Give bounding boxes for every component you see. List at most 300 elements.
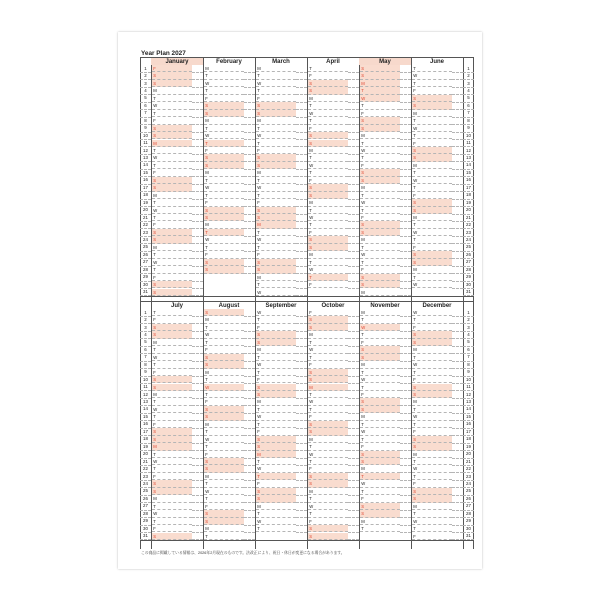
day-cell[interactable]	[152, 518, 192, 525]
day-cell[interactable]	[204, 147, 244, 154]
day-cell[interactable]	[152, 346, 192, 353]
day-cell[interactable]	[152, 184, 192, 191]
day-cell[interactable]	[204, 102, 244, 109]
day-cell[interactable]	[360, 465, 400, 472]
day-cell[interactable]	[308, 162, 348, 169]
day-cell[interactable]	[308, 117, 348, 124]
day-cell[interactable]	[256, 354, 296, 361]
day-cell[interactable]	[412, 236, 452, 243]
day-cell[interactable]	[204, 398, 244, 405]
day-cell[interactable]	[256, 518, 296, 525]
day-cell[interactable]	[360, 324, 400, 331]
day-cell[interactable]	[256, 346, 296, 353]
day-cell[interactable]	[152, 65, 192, 72]
day-cell[interactable]	[152, 274, 192, 281]
day-cell[interactable]	[308, 309, 348, 316]
day-cell[interactable]	[152, 510, 192, 517]
day-cell[interactable]	[412, 140, 452, 147]
day-cell[interactable]	[204, 110, 244, 117]
day-cell[interactable]	[204, 132, 244, 139]
day-cell[interactable]	[412, 316, 452, 323]
day-cell[interactable]	[256, 443, 296, 450]
day-cell[interactable]	[152, 354, 192, 361]
day-cell[interactable]	[256, 281, 296, 288]
day-cell[interactable]	[360, 488, 400, 495]
day-cell[interactable]	[308, 140, 348, 147]
day-cell[interactable]	[256, 458, 296, 465]
day-cell[interactable]	[412, 354, 452, 361]
day-cell[interactable]	[360, 140, 400, 147]
day-cell[interactable]	[256, 140, 296, 147]
day-cell[interactable]	[152, 331, 192, 338]
day-cell[interactable]	[360, 428, 400, 435]
day-cell[interactable]	[308, 495, 348, 502]
day-cell[interactable]	[152, 488, 192, 495]
day-cell[interactable]	[360, 376, 400, 383]
day-cell[interactable]	[204, 266, 244, 273]
day-cell[interactable]	[360, 162, 400, 169]
day-cell[interactable]	[256, 525, 296, 532]
day-cell[interactable]	[256, 132, 296, 139]
day-cell[interactable]	[256, 87, 296, 94]
day-cell[interactable]	[360, 214, 400, 221]
day-cell[interactable]	[152, 495, 192, 502]
day-cell[interactable]	[204, 413, 244, 420]
day-cell[interactable]	[152, 361, 192, 368]
day-cell[interactable]	[152, 281, 192, 288]
day-cell[interactable]	[204, 309, 244, 316]
day-cell[interactable]	[204, 221, 244, 228]
day-cell[interactable]	[204, 331, 244, 338]
day-cell[interactable]	[204, 376, 244, 383]
day-cell[interactable]	[360, 95, 400, 102]
day-cell[interactable]	[152, 80, 192, 87]
day-cell[interactable]	[152, 376, 192, 383]
day-cell[interactable]	[308, 221, 348, 228]
day-cell[interactable]	[308, 391, 348, 398]
day-cell[interactable]	[308, 413, 348, 420]
day-cell[interactable]	[308, 244, 348, 251]
day-cell[interactable]	[256, 162, 296, 169]
day-cell[interactable]	[256, 495, 296, 502]
day-cell[interactable]	[152, 384, 192, 391]
day-cell[interactable]	[256, 169, 296, 176]
day-cell[interactable]	[412, 346, 452, 353]
day-cell[interactable]	[412, 428, 452, 435]
day-cell[interactable]	[204, 354, 244, 361]
day-cell[interactable]	[412, 125, 452, 132]
day-cell[interactable]	[412, 413, 452, 420]
day-cell[interactable]	[204, 384, 244, 391]
day-cell[interactable]	[204, 421, 244, 428]
day-cell[interactable]	[152, 207, 192, 214]
day-cell[interactable]	[308, 259, 348, 266]
day-cell[interactable]	[412, 369, 452, 376]
day-cell[interactable]	[204, 65, 244, 72]
day-cell[interactable]	[152, 398, 192, 405]
day-cell[interactable]	[256, 324, 296, 331]
day-cell[interactable]	[360, 125, 400, 132]
day-cell[interactable]	[412, 192, 452, 199]
day-cell[interactable]	[360, 177, 400, 184]
day-cell[interactable]	[308, 192, 348, 199]
day-cell[interactable]	[412, 495, 452, 502]
day-cell[interactable]	[412, 154, 452, 161]
day-cell[interactable]	[308, 480, 348, 487]
day-cell[interactable]	[152, 154, 192, 161]
day-cell[interactable]	[412, 207, 452, 214]
day-cell[interactable]	[152, 221, 192, 228]
day-cell[interactable]	[204, 465, 244, 472]
day-cell[interactable]	[204, 510, 244, 517]
day-cell[interactable]	[152, 428, 192, 435]
day-cell[interactable]	[412, 177, 452, 184]
day-cell[interactable]	[360, 525, 400, 532]
day-cell[interactable]	[152, 162, 192, 169]
day-cell[interactable]	[256, 214, 296, 221]
day-cell[interactable]	[412, 518, 452, 525]
day-cell[interactable]	[256, 369, 296, 376]
day-cell[interactable]	[308, 184, 348, 191]
day-cell[interactable]	[152, 147, 192, 154]
day-cell[interactable]	[204, 251, 244, 258]
day-cell[interactable]	[412, 72, 452, 79]
day-cell[interactable]	[360, 518, 400, 525]
day-cell[interactable]	[360, 458, 400, 465]
day-cell[interactable]	[360, 184, 400, 191]
day-cell[interactable]	[360, 473, 400, 480]
day-cell[interactable]	[308, 488, 348, 495]
day-cell[interactable]	[256, 177, 296, 184]
day-cell[interactable]	[152, 102, 192, 109]
day-cell[interactable]	[412, 406, 452, 413]
day-cell[interactable]	[152, 369, 192, 376]
day-cell[interactable]	[204, 177, 244, 184]
day-cell[interactable]	[308, 236, 348, 243]
day-cell[interactable]	[152, 525, 192, 532]
day-cell[interactable]	[308, 177, 348, 184]
day-cell[interactable]	[412, 147, 452, 154]
day-cell[interactable]	[256, 154, 296, 161]
day-cell[interactable]	[256, 331, 296, 338]
day-cell[interactable]	[256, 199, 296, 206]
day-cell[interactable]	[412, 465, 452, 472]
day-cell[interactable]	[360, 192, 400, 199]
day-cell[interactable]	[256, 221, 296, 228]
day-cell[interactable]	[204, 214, 244, 221]
day-cell[interactable]	[204, 87, 244, 94]
day-cell[interactable]	[412, 221, 452, 228]
day-cell[interactable]	[412, 361, 452, 368]
day-cell[interactable]	[152, 473, 192, 480]
day-cell[interactable]	[360, 132, 400, 139]
day-cell[interactable]	[308, 518, 348, 525]
day-cell[interactable]	[152, 251, 192, 258]
day-cell[interactable]	[412, 488, 452, 495]
day-cell[interactable]	[308, 169, 348, 176]
day-cell[interactable]	[204, 369, 244, 376]
day-cell[interactable]	[152, 436, 192, 443]
day-cell[interactable]	[152, 465, 192, 472]
day-cell[interactable]	[204, 244, 244, 251]
day-cell[interactable]	[308, 110, 348, 117]
day-cell[interactable]	[308, 376, 348, 383]
day-cell[interactable]	[204, 406, 244, 413]
day-cell[interactable]	[308, 525, 348, 532]
day-cell[interactable]	[256, 72, 296, 79]
day-cell[interactable]	[256, 259, 296, 266]
day-cell[interactable]	[308, 132, 348, 139]
day-cell[interactable]	[256, 384, 296, 391]
day-cell[interactable]	[204, 324, 244, 331]
day-cell[interactable]	[256, 436, 296, 443]
day-cell[interactable]	[360, 391, 400, 398]
day-cell[interactable]	[412, 102, 452, 109]
day-cell[interactable]	[360, 102, 400, 109]
day-cell[interactable]	[412, 169, 452, 176]
day-cell[interactable]	[152, 458, 192, 465]
day-cell[interactable]	[412, 473, 452, 480]
day-cell[interactable]	[308, 428, 348, 435]
day-cell[interactable]	[152, 132, 192, 139]
day-cell[interactable]	[256, 125, 296, 132]
day-cell[interactable]	[204, 72, 244, 79]
day-cell[interactable]	[360, 369, 400, 376]
day-cell[interactable]	[256, 309, 296, 316]
day-cell[interactable]	[360, 259, 400, 266]
day-cell[interactable]	[204, 80, 244, 87]
day-cell[interactable]	[308, 510, 348, 517]
day-cell[interactable]	[256, 289, 296, 296]
day-cell[interactable]	[308, 72, 348, 79]
day-cell[interactable]	[256, 236, 296, 243]
day-cell[interactable]	[256, 480, 296, 487]
day-cell[interactable]	[152, 72, 192, 79]
day-cell[interactable]	[308, 199, 348, 206]
day-cell[interactable]	[204, 207, 244, 214]
day-cell[interactable]	[152, 480, 192, 487]
day-cell[interactable]	[152, 406, 192, 413]
day-cell[interactable]	[412, 503, 452, 510]
day-cell[interactable]	[412, 398, 452, 405]
day-cell[interactable]	[256, 80, 296, 87]
day-cell[interactable]	[308, 384, 348, 391]
day-cell[interactable]	[360, 80, 400, 87]
day-cell[interactable]	[152, 214, 192, 221]
day-cell[interactable]	[308, 369, 348, 376]
day-cell[interactable]	[256, 244, 296, 251]
day-cell[interactable]	[360, 289, 400, 296]
day-cell[interactable]	[308, 95, 348, 102]
day-cell[interactable]	[204, 473, 244, 480]
day-cell[interactable]	[360, 266, 400, 273]
day-cell[interactable]	[360, 281, 400, 288]
day-cell[interactable]	[412, 443, 452, 450]
day-cell[interactable]	[308, 316, 348, 323]
day-cell[interactable]	[360, 251, 400, 258]
day-cell[interactable]	[256, 421, 296, 428]
day-cell[interactable]	[256, 503, 296, 510]
day-cell[interactable]	[256, 229, 296, 236]
day-cell[interactable]	[152, 236, 192, 243]
day-cell[interactable]	[412, 259, 452, 266]
day-cell[interactable]	[308, 207, 348, 214]
day-cell[interactable]	[360, 244, 400, 251]
day-cell[interactable]	[204, 229, 244, 236]
day-cell[interactable]	[308, 406, 348, 413]
day-cell[interactable]	[256, 95, 296, 102]
day-cell[interactable]	[412, 510, 452, 517]
day-cell[interactable]	[412, 199, 452, 206]
day-cell[interactable]	[360, 229, 400, 236]
day-cell[interactable]	[412, 274, 452, 281]
day-cell[interactable]	[412, 391, 452, 398]
day-cell[interactable]	[308, 361, 348, 368]
day-cell[interactable]	[256, 398, 296, 405]
day-cell[interactable]	[360, 503, 400, 510]
day-cell[interactable]	[308, 324, 348, 331]
day-cell[interactable]	[308, 398, 348, 405]
day-cell[interactable]	[152, 289, 192, 296]
day-cell[interactable]	[308, 421, 348, 428]
day-cell[interactable]	[360, 421, 400, 428]
day-cell[interactable]	[204, 140, 244, 147]
day-cell[interactable]	[204, 95, 244, 102]
day-cell[interactable]	[256, 339, 296, 346]
day-cell[interactable]	[308, 331, 348, 338]
day-cell[interactable]	[308, 451, 348, 458]
day-cell[interactable]	[152, 266, 192, 273]
day-cell[interactable]	[256, 207, 296, 214]
day-cell[interactable]	[360, 384, 400, 391]
day-cell[interactable]	[412, 436, 452, 443]
day-cell[interactable]	[152, 199, 192, 206]
day-cell[interactable]	[152, 413, 192, 420]
day-cell[interactable]	[152, 421, 192, 428]
day-cell[interactable]	[152, 533, 192, 540]
day-cell[interactable]	[204, 184, 244, 191]
day-cell[interactable]	[360, 87, 400, 94]
day-cell[interactable]	[256, 428, 296, 435]
day-cell[interactable]	[204, 495, 244, 502]
day-cell[interactable]	[256, 110, 296, 117]
day-cell[interactable]	[152, 140, 192, 147]
day-cell[interactable]	[412, 309, 452, 316]
day-cell[interactable]	[308, 214, 348, 221]
day-cell[interactable]	[308, 458, 348, 465]
day-cell[interactable]	[412, 132, 452, 139]
day-cell[interactable]	[360, 309, 400, 316]
day-cell[interactable]	[256, 251, 296, 258]
day-cell[interactable]	[360, 413, 400, 420]
day-cell[interactable]	[152, 339, 192, 346]
day-cell[interactable]	[204, 169, 244, 176]
day-cell[interactable]	[412, 421, 452, 428]
day-cell[interactable]	[204, 339, 244, 346]
day-cell[interactable]	[360, 451, 400, 458]
day-cell[interactable]	[256, 488, 296, 495]
day-cell[interactable]	[360, 72, 400, 79]
day-cell[interactable]	[204, 259, 244, 266]
day-cell[interactable]	[412, 458, 452, 465]
day-cell[interactable]	[308, 154, 348, 161]
day-cell[interactable]	[204, 236, 244, 243]
day-cell[interactable]	[360, 443, 400, 450]
day-cell[interactable]	[412, 80, 452, 87]
day-cell[interactable]	[360, 510, 400, 517]
day-cell[interactable]	[412, 65, 452, 72]
day-cell[interactable]	[308, 503, 348, 510]
day-cell[interactable]	[360, 331, 400, 338]
day-cell[interactable]	[204, 458, 244, 465]
day-cell[interactable]	[204, 533, 244, 540]
day-cell[interactable]	[412, 384, 452, 391]
day-cell[interactable]	[152, 177, 192, 184]
day-cell[interactable]	[204, 192, 244, 199]
day-cell[interactable]	[412, 214, 452, 221]
day-cell[interactable]	[412, 184, 452, 191]
day-cell[interactable]	[412, 117, 452, 124]
day-cell[interactable]	[360, 495, 400, 502]
day-cell[interactable]	[256, 184, 296, 191]
day-cell[interactable]	[360, 207, 400, 214]
day-cell[interactable]	[256, 413, 296, 420]
day-cell[interactable]	[412, 244, 452, 251]
day-cell[interactable]	[360, 154, 400, 161]
day-cell[interactable]	[204, 451, 244, 458]
day-cell[interactable]	[360, 436, 400, 443]
day-cell[interactable]	[256, 274, 296, 281]
day-cell[interactable]	[308, 443, 348, 450]
day-cell[interactable]	[360, 117, 400, 124]
day-cell[interactable]	[360, 339, 400, 346]
day-cell[interactable]	[412, 281, 452, 288]
day-cell[interactable]	[204, 488, 244, 495]
day-cell[interactable]	[152, 391, 192, 398]
day-cell[interactable]	[308, 473, 348, 480]
day-cell[interactable]	[152, 316, 192, 323]
day-cell[interactable]	[256, 376, 296, 383]
day-cell[interactable]	[308, 339, 348, 346]
day-cell[interactable]	[360, 65, 400, 72]
day-cell[interactable]	[308, 125, 348, 132]
day-cell[interactable]	[308, 436, 348, 443]
day-cell[interactable]	[204, 162, 244, 169]
day-cell[interactable]	[360, 316, 400, 323]
day-cell[interactable]	[308, 147, 348, 154]
day-cell[interactable]	[204, 443, 244, 450]
day-cell[interactable]	[412, 251, 452, 258]
day-cell[interactable]	[204, 316, 244, 323]
day-cell[interactable]	[152, 451, 192, 458]
day-cell[interactable]	[308, 102, 348, 109]
day-cell[interactable]	[412, 533, 452, 540]
day-cell[interactable]	[152, 87, 192, 94]
day-cell[interactable]	[256, 406, 296, 413]
day-cell[interactable]	[204, 503, 244, 510]
day-cell[interactable]	[308, 251, 348, 258]
day-cell[interactable]	[412, 266, 452, 273]
day-cell[interactable]	[152, 244, 192, 251]
day-cell[interactable]	[204, 525, 244, 532]
day-cell[interactable]	[256, 316, 296, 323]
day-cell[interactable]	[360, 147, 400, 154]
day-cell[interactable]	[204, 361, 244, 368]
day-cell[interactable]	[360, 346, 400, 353]
day-cell[interactable]	[412, 110, 452, 117]
day-cell[interactable]	[204, 391, 244, 398]
day-cell[interactable]	[152, 443, 192, 450]
